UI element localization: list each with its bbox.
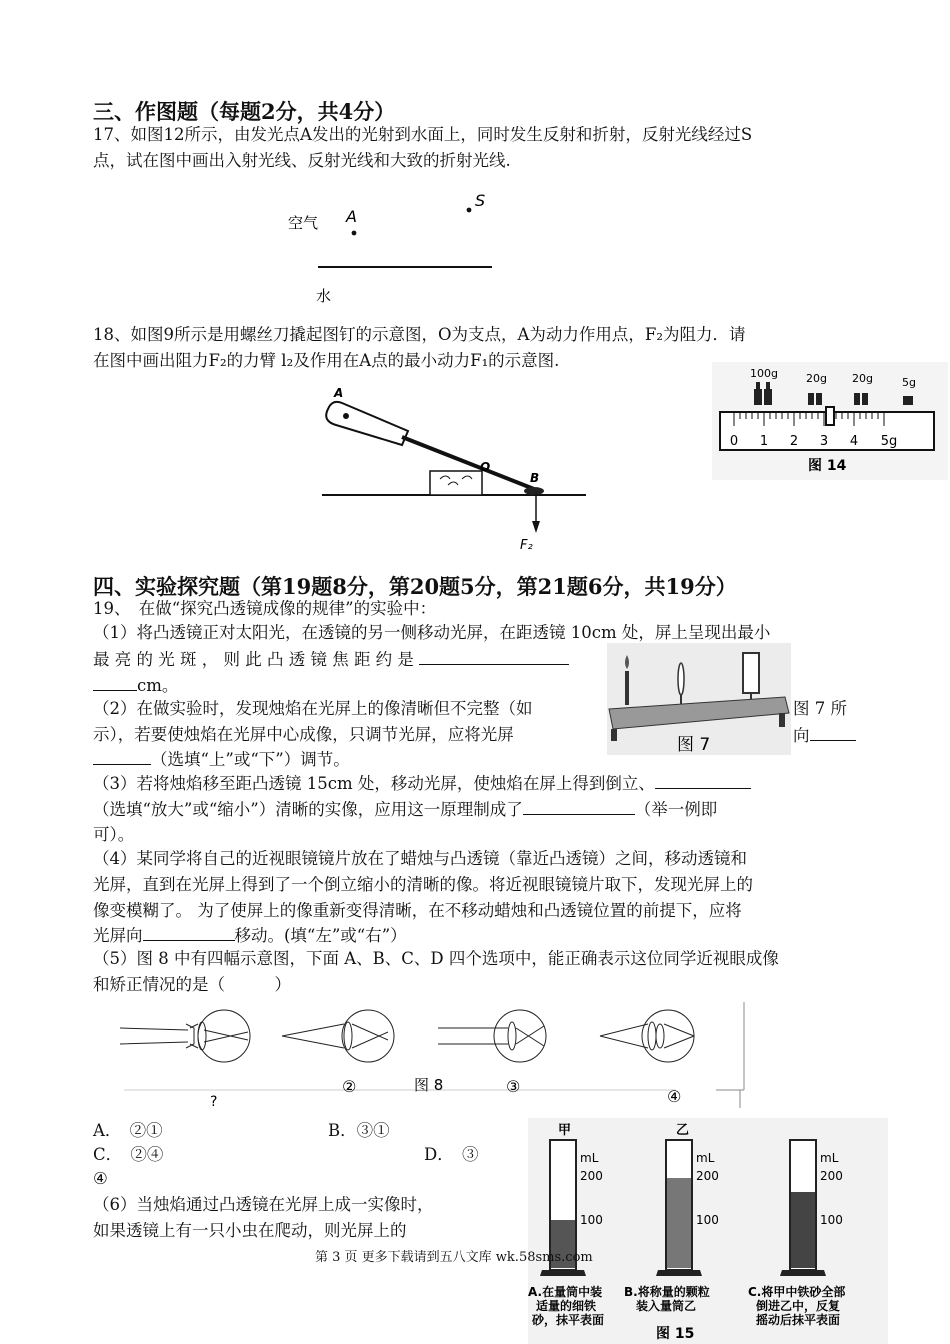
eye-diagram-4: [600, 1010, 694, 1062]
point-a: [352, 231, 357, 236]
svg-text:A.在量筒中装: A.在量筒中装: [528, 1285, 603, 1299]
screwdriver-handle: [326, 402, 408, 445]
q19-2-line-c: （选填“上”或“下”）调节。: [93, 746, 350, 773]
svg-text:200: 200: [820, 1169, 843, 1183]
tick-4: 4: [849, 434, 859, 449]
eye-diagram-1: [120, 1010, 250, 1062]
svg-text:mL: mL: [580, 1151, 599, 1165]
fig14-caption: 图 14: [808, 458, 847, 474]
svg-text:20g: 20g: [806, 372, 827, 385]
fig9-b-label: B: [530, 471, 540, 485]
svg-text:甲: 甲: [558, 1123, 572, 1138]
svg-text:砂，抹平表面: 砂，抹平表面: [532, 1313, 605, 1327]
eye-diagram-3: [438, 1010, 546, 1062]
q19-6-line-a: （6）当烛焰通过凸透镜在光屏上成一实像时，: [93, 1195, 434, 1214]
section-4-heading: 四、实验探究题（第19题8分，第20题5分，第21题6分，共19分）: [93, 574, 737, 599]
svg-text:100g: 100g: [750, 367, 778, 380]
svg-text:100: 100: [580, 1213, 603, 1227]
fig9-a-label: A: [334, 386, 344, 400]
answer-blank-direction[interactable]: [143, 922, 235, 941]
svg-text:装入量筒乙: 装入量筒乙: [636, 1299, 697, 1313]
fig9-f2-label: F₂: [520, 538, 533, 553]
tick-1: 1: [759, 434, 769, 449]
answer-blank-image-size[interactable]: [655, 770, 751, 789]
option-d-continued: ④: [93, 1169, 108, 1188]
svg-text:摇动后抹平表面: 摇动后抹平表面: [756, 1313, 841, 1327]
q19-1-line-c: cm。: [93, 672, 178, 699]
q18-line-1: 18、如图9所示是用螺丝刀撬起图钉的示意图，O为支点，A为动力作用点，F₂为阻力．请: [93, 325, 746, 344]
answer-blank-application[interactable]: [523, 796, 635, 815]
fig12-air-label: 空气: [288, 214, 319, 232]
fig8-label-4: ④: [667, 1087, 682, 1106]
point-s: [467, 208, 472, 213]
q19-2-line-a1: （2）在做实验时，发现烛焰在光屏上的像清晰但不完整（如: [93, 699, 533, 718]
fig8-label-1: ?: [210, 1094, 218, 1110]
figure-8: [116, 1002, 746, 1110]
q19-2-line-b1: 示），若要使烛焰在光屏中心成像，只调节光屏，应将光屏: [93, 725, 514, 744]
tick-2: 2: [789, 434, 799, 449]
option-b[interactable]: B．③①: [328, 1121, 390, 1140]
q19-1-line-b: 最 亮 的 光 斑 ， 则 此 凸 透 镜 焦 距 约 是: [93, 646, 569, 673]
q19-5-line-a: （5）图 8 中有四幅示意图，下面 A、B、C、D 四个选项中，能正确表示这位同学近视眼成像: [93, 949, 779, 968]
answer-blank-up-down[interactable]: [93, 746, 151, 765]
fig12-s-label: S: [475, 191, 486, 210]
fig8-label-3: ③: [506, 1077, 521, 1096]
figure-7: [607, 643, 791, 755]
svg-text:20g: 20g: [852, 372, 873, 385]
svg-text:mL: mL: [696, 1151, 715, 1165]
q19-5-line-b: 和矫正情况的是（ ）: [93, 975, 291, 994]
fig15-caption: 图 15: [656, 1326, 695, 1342]
page-footer: 第 3 页 更多下载请到五八文库 wk.58sms.com: [315, 1250, 593, 1265]
fig9-o-label: O: [480, 460, 491, 474]
q17-line-1: 17、如图12所示，由发光点A发出的光射到水面上，同时发生反射和折射，反射光线经过S: [93, 125, 753, 144]
q19-3-line-b: （选填“放大”或“缩小”）清晰的实像，应用这一原理制成了 （举一例即: [93, 796, 717, 823]
q17-line-2: 点，试在图中画出入射光线、反射光线和大致的折射光线.: [93, 151, 511, 170]
svg-text:200: 200: [696, 1169, 719, 1183]
eye-diagram-2: [282, 1010, 394, 1062]
figure-9: [318, 385, 588, 555]
tick-3: 3: [819, 434, 829, 449]
svg-text:200: 200: [580, 1169, 603, 1183]
svg-text:100: 100: [696, 1213, 719, 1227]
figure-12: [280, 185, 520, 310]
tick-0: 0: [729, 434, 739, 449]
rider: [826, 407, 834, 425]
point-a-dot: [343, 413, 349, 419]
figure-14: [712, 362, 948, 480]
convex-lens: [678, 663, 684, 695]
q19-4-line-d: 光屏向 移动。(填“左”或“右”）: [93, 922, 407, 949]
fig8-caption: 图 8: [414, 1076, 444, 1094]
svg-text:100: 100: [820, 1213, 843, 1227]
svg-text:mL: mL: [820, 1151, 839, 1165]
q19-3-line-a: （3）若将烛焰移至距凸透镜 15cm 处，移动光屏，使烛焰在屏上得到倒立、: [93, 770, 751, 797]
q18-line-2: 在图中画出阻力F₂的力臂 l₂及作用在A点的最小动力F₁的示意图.: [93, 351, 560, 370]
fig7-caption: 图 7: [677, 735, 711, 755]
q19-3-line-c: 可）。: [93, 825, 135, 844]
q19-4-line-b: 光屏，直到在光屏上得到了一个倒立缩小的清晰的像。将近视眼镜镜片取下，发现光屏上的: [93, 875, 753, 894]
svg-text:适量的细铁: 适量的细铁: [536, 1299, 597, 1313]
figure-15: [528, 1118, 888, 1344]
fig8-label-2: ②: [342, 1077, 357, 1096]
tick-5g: 5g: [880, 434, 898, 449]
q19-6-line-b: 如果透镜上有一只小虫在爬动，则光屏上的: [93, 1221, 407, 1240]
q19-4-line-a: （4）某同学将自己的近视眼镜镜片放在了蜡烛与凸透镜（靠近凸透镜）之间，移动透镜和: [93, 849, 747, 868]
q19-2-line-a2: 图 7 所: [793, 699, 847, 718]
section-3-heading: 三、作图题（每题2分，共4分）: [93, 99, 396, 124]
q19-1-line-a: （1）将凸透镜正对太阳光，在透镜的另一侧移动光屏，在距透镜 10cm 处，屏上呈现出最小: [93, 623, 771, 642]
svg-text:5g: 5g: [902, 376, 916, 389]
q19-2-line-b2: 向: [793, 722, 856, 749]
fig12-water-label: 水: [316, 287, 332, 305]
q19-intro: 19、 在做“探究凸透镜成像的规律”的实验中：: [93, 599, 437, 618]
answer-blank-focal-length[interactable]: [419, 646, 569, 665]
option-c[interactable]: C． ②④: [93, 1145, 164, 1164]
option-a[interactable]: A． ②①: [93, 1121, 163, 1140]
fig12-a-label: A: [346, 207, 357, 226]
thumbtack: [524, 487, 544, 495]
svg-text:乙: 乙: [676, 1123, 690, 1138]
svg-text:倒进乙中，反复: 倒进乙中，反复: [756, 1299, 841, 1313]
q19-4-line-c: 像变模糊了。 为了使屏上的像重新变得清晰，在不移动蜡烛和凸透镜位置的前提下，应将: [93, 901, 742, 920]
option-d[interactable]: D． ③: [424, 1145, 479, 1164]
light-screen: [743, 653, 759, 693]
svg-text:C.将甲中铁砂全部: C.将甲中铁砂全部: [748, 1285, 846, 1299]
svg-text:B.将称量的颗粒: B.将称量的颗粒: [624, 1285, 710, 1299]
